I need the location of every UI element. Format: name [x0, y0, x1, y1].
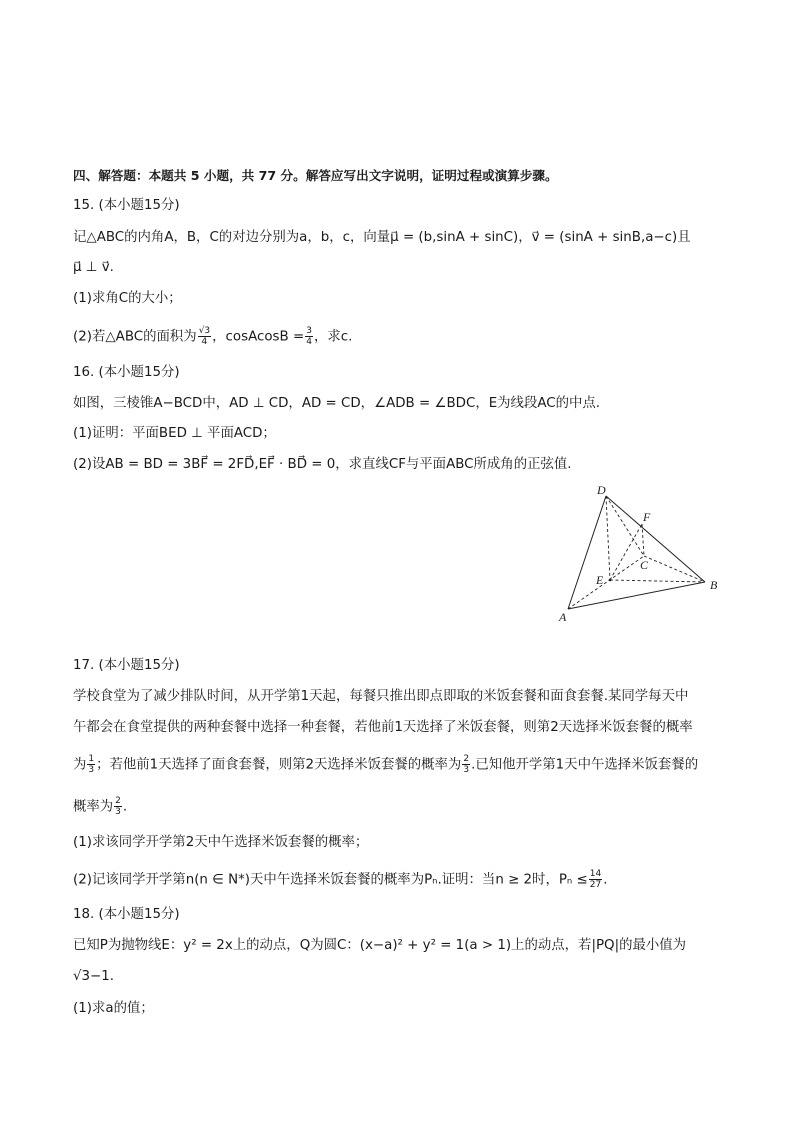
q15-title: 15. (本小题15分) [73, 198, 180, 213]
q18-part1: (1)求a的值； [73, 1001, 154, 1016]
vertex-label-d: D [597, 483, 606, 497]
vertex-label-c: C [640, 558, 649, 572]
q17-line3-text-a: 为 [73, 757, 87, 773]
point-label-e: E [596, 573, 604, 587]
fraction-numerator: 2 [463, 754, 470, 764]
edge-eb [610, 580, 705, 582]
q15-stem-line1: 记△ABC的内角A，B，C的对边分别为a，b，c，向量μ⃗ = (b,sinA + sinC)，v⃗ = (sinA + sinB,a−c)且 [73, 230, 691, 245]
q16-part1: (1)证明：平面BED ⊥ 平面ACD； [73, 426, 276, 441]
q17-part2 [73, 869, 607, 890]
q17-line1: 学校食堂为了减少排队时间，从开学第1天起，每餐只推出即点即取的米饭套餐和面食套餐.某同学每天中 [73, 689, 689, 704]
q17-part1: (1)求该同学开学第2天中午选择米饭套餐的概率； [73, 835, 369, 850]
q16-part2: (2)设AB = BD = 3BF⃗ = 2FD⃗,EF⃗ · BD⃗ = 0，求直线CF与平面ABC所成角的正弦值. [73, 457, 572, 472]
q15-part2 [73, 326, 352, 347]
q17-title: 17. (本小题15分) [73, 658, 180, 673]
edge-de [606, 496, 610, 580]
q17-part2-text-a: (2)记该同学开学第n(n ∈ N*)天中午选择米饭套餐的概率为Pₙ.证明：当n ≥ 2时，Pₙ ≤ [73, 872, 588, 888]
fraction-numerator: 3 [306, 326, 312, 336]
q18-stem-line1: 已知P为抛物线E：y² = 2x上的动点，Q为圆C：(x−a)² + y² = 1(a > 1)上的动点，若|PQ|的最小值为 [73, 938, 687, 953]
q18-stem-line2: √3−1. [73, 969, 115, 984]
edge-ab [568, 582, 705, 609]
q17-line4 [73, 796, 127, 817]
fraction-numerator: 2 [115, 796, 121, 806]
q17-line3 [73, 754, 698, 775]
q17-line3-text-c: .已知他开学第1天中午选择米饭套餐的 [471, 757, 699, 773]
edge-db [606, 496, 705, 582]
q17-prob-fraction-3 [114, 796, 122, 817]
edge-dc [606, 496, 644, 556]
q15-cos-fraction [305, 326, 313, 347]
fraction-denominator: 4 [306, 337, 312, 347]
q17-bound-fraction [589, 869, 602, 890]
tetrahedron-figure [554, 480, 734, 630]
q17-line4-text-b: . [122, 799, 128, 815]
fraction-denominator: 3 [115, 807, 121, 817]
edge-ef [610, 524, 642, 580]
edge-da [568, 496, 606, 609]
q17-line4-text-a: 概率为 [73, 799, 114, 815]
section-header: 四、解答题：本题共 5 小题，共 77 分。解答应写出文字说明，证明过程或演算步骤。 [73, 168, 558, 183]
q17-line2: 午都会在食堂提供的两种套餐中选择一种套餐，若他前1天选择了米饭套餐，则第2天选择米饭套餐的概率 [73, 720, 693, 735]
q16-title: 16. (本小题15分) [73, 365, 180, 380]
q17-part2-text-b: . [603, 872, 608, 888]
fraction-numerator: √3 [198, 326, 211, 336]
fraction-denominator: 27 [589, 880, 602, 890]
fraction-numerator: 14 [589, 869, 602, 879]
q18-title: 18. (本小题15分) [73, 907, 180, 922]
q15-part2-text-b: ，cosAcosB = [212, 329, 305, 345]
edge-cb [644, 556, 705, 582]
vertex-label-b: B [710, 578, 718, 592]
q15-stem-line2: μ⃗ ⊥ v⃗. [73, 260, 114, 275]
fraction-denominator: 3 [463, 765, 470, 775]
vertex-label-a: A [559, 610, 567, 624]
fraction-denominator: 3 [88, 765, 95, 775]
q15-part2-text-c: ，求c. [313, 329, 353, 345]
point-e-dot [609, 579, 612, 582]
point-label-f: F [643, 510, 651, 524]
q17-prob-fraction-1 [87, 754, 95, 775]
q17-prob-fraction-2 [462, 754, 470, 775]
q15-area-fraction [198, 326, 211, 347]
q15-part1: (1)求角C的大小； [73, 291, 182, 306]
q17-line3-text-b: ；若他前1天选择了面食套餐，则第2天选择米饭套餐的概率为 [96, 757, 462, 773]
fraction-numerator: 1 [88, 754, 95, 764]
q15-part2-text-a: (2)若△ABC的面积为 [73, 329, 197, 345]
fraction-denominator: 4 [201, 337, 208, 347]
q16-stem: 如图，三棱锥A−BCD中，AD ⊥ CD，AD = CD，∠ADB = ∠BDC，E为线段AC的中点. [73, 396, 601, 411]
